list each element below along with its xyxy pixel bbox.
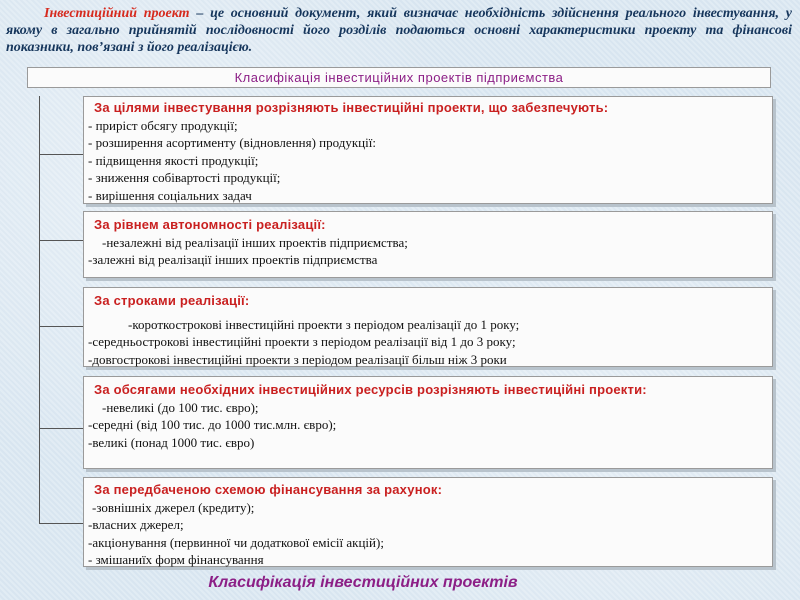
box-investment-goals	[83, 96, 773, 204]
tree-connector-vertical	[39, 96, 40, 524]
list-item: -невеликі (до 100 тис. євро);	[102, 399, 259, 415]
box-resource-volume	[83, 376, 773, 469]
box-autonomy-level	[83, 211, 773, 278]
intro-term: Інвестиційний проект	[44, 6, 190, 21]
box-title: За передбаченою схемою фінансування за рахунок:	[94, 482, 443, 497]
list-item: -власних джерел;	[88, 517, 184, 532]
tree-connector-1	[39, 154, 83, 155]
list-item: -короткострокові інвестиційні проекти з періодом реалізації до 1 року;	[128, 316, 520, 332]
list-item: -акціонування (первинної чи додаткової емісії акцій);	[88, 534, 384, 550]
list-item: -великі (понад 1000 тис. євро)	[88, 434, 255, 450]
list-item: - змішаниїх форм фінансування	[88, 552, 264, 567]
box-implementation-terms	[83, 287, 773, 367]
box-title: За рівнем автономності реалізації:	[94, 217, 326, 232]
box-financing-scheme	[83, 477, 773, 567]
list-item: -середні (від 100 тис. до 1000 тис.млн. євро);	[88, 417, 337, 432]
list-item: - підвищення якості продукції;	[88, 152, 259, 168]
list-item: -зовнішніх джерел (кредиту);	[92, 499, 255, 515]
tree-connector-4	[39, 428, 83, 429]
list-item: - розширення асортименту (відновлення) продукції:	[88, 135, 376, 150]
tree-connector-3	[39, 326, 83, 327]
intro-paragraph	[6, 5, 792, 56]
list-item: -середньострокові інвестиційні проекти з періодом реалізації від 1 до 3 року;	[88, 334, 516, 349]
list-item: - зниження собівартості продукції;	[88, 170, 281, 185]
footer-caption: Класифікація інвестиційних проектів	[208, 574, 518, 591]
list-item: -залежні від реалізації інших проектів підприємства	[88, 252, 378, 267]
list-item: -незалежні від реалізації інших проектів підприємства;	[102, 234, 408, 250]
box-title: За обсягами необхідних інвестиційних ресурсів розрізняють інвестиційні проекти:	[94, 382, 647, 397]
list-item: -довгострокові інвестиційні проекти з періодом реалізації більш ніж 3 роки	[88, 351, 507, 367]
tree-connector-2	[39, 240, 83, 241]
classification-header: Класифікація інвестиційних проектів підприємства	[27, 67, 771, 88]
list-item: - приріст обсягу продукції;	[88, 117, 238, 133]
tree-connector-5	[39, 523, 83, 524]
list-item: - вирішення соціальних задач	[88, 187, 252, 203]
box-title: За цілями інвестування розрізняють інвестиційні проекти, що забезпечують:	[94, 100, 609, 115]
intro-text: – це основний документ, який визначає необхідність здійснення реального інвестування, у якому в загально прийнятій послідовності його розділів подаються основні характеристики проекту та фінансові показники, пов’язані з його реалізацією.	[6, 6, 792, 55]
box-title: За строками реалізації:	[94, 293, 250, 308]
